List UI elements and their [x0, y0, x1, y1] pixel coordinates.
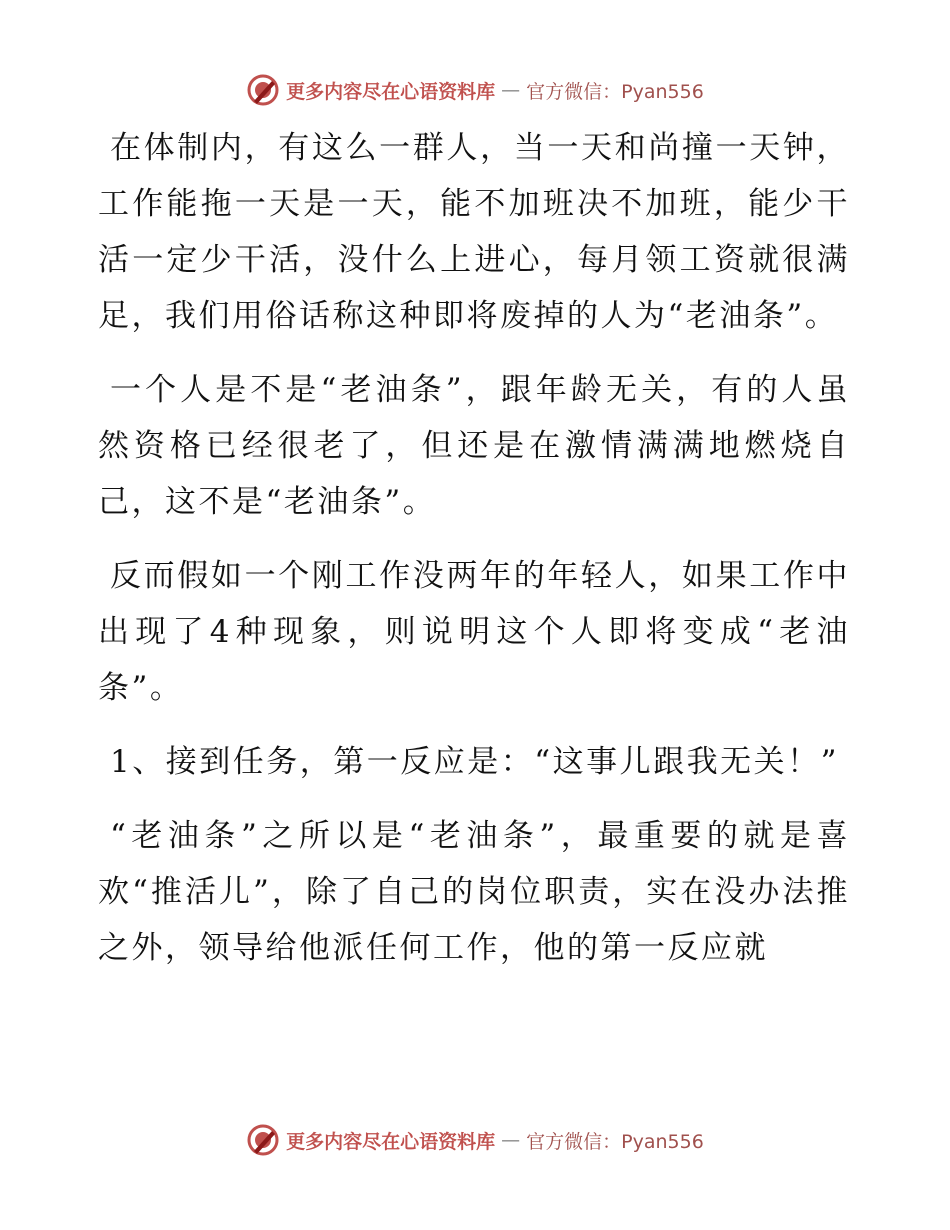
watermark-account: 官方微信：Pyan556: [526, 1130, 704, 1153]
pen-logo-icon: [246, 1123, 280, 1157]
watermark-account: 官方微信：Pyan556: [526, 80, 704, 103]
watermark-separator: —: [501, 79, 521, 101]
paragraph-2: 一个人是不是“老油条”，跟年龄无关，有的人虽然资格已经很老了，但还是在激情满满地燃烧自己，这不是“老油条”。: [98, 372, 850, 520]
paragraph-1: 在体制内，有这么一群人，当一天和尚撞一天钟，工作能拖一天是一天，能不加班决不加班，能少干活一定少干活，没什么上进心，每月领工资就很满足，我们用俗话称这种即将废掉的人为“老油条”。: [98, 130, 850, 334]
watermark-text: 更多内容尽在心语资料库: [286, 80, 496, 103]
paragraph-3: 反而假如一个刚工作没两年的年轻人，如果工作中出现了4种现象，则说明这个人即将变成“老油条”。: [98, 558, 850, 706]
paragraph-4-heading: 1、接到任务，第一反应是：“这事儿跟我无关！”: [110, 744, 839, 780]
pen-logo-icon: [246, 73, 280, 107]
document-body: [98, 120, 850, 994]
watermark-text: 更多内容尽在心语资料库: [286, 1130, 496, 1153]
header-watermark: [0, 70, 950, 110]
paragraph-5: “老油条”之所以是“老油条”，最重要的就是喜欢“推活儿”，除了自己的岗位职责，实在没办法推之外，领导给他派任何工作，他的第一反应就: [98, 818, 850, 966]
watermark-separator: —: [501, 1129, 521, 1151]
footer-watermark: [0, 1120, 950, 1160]
